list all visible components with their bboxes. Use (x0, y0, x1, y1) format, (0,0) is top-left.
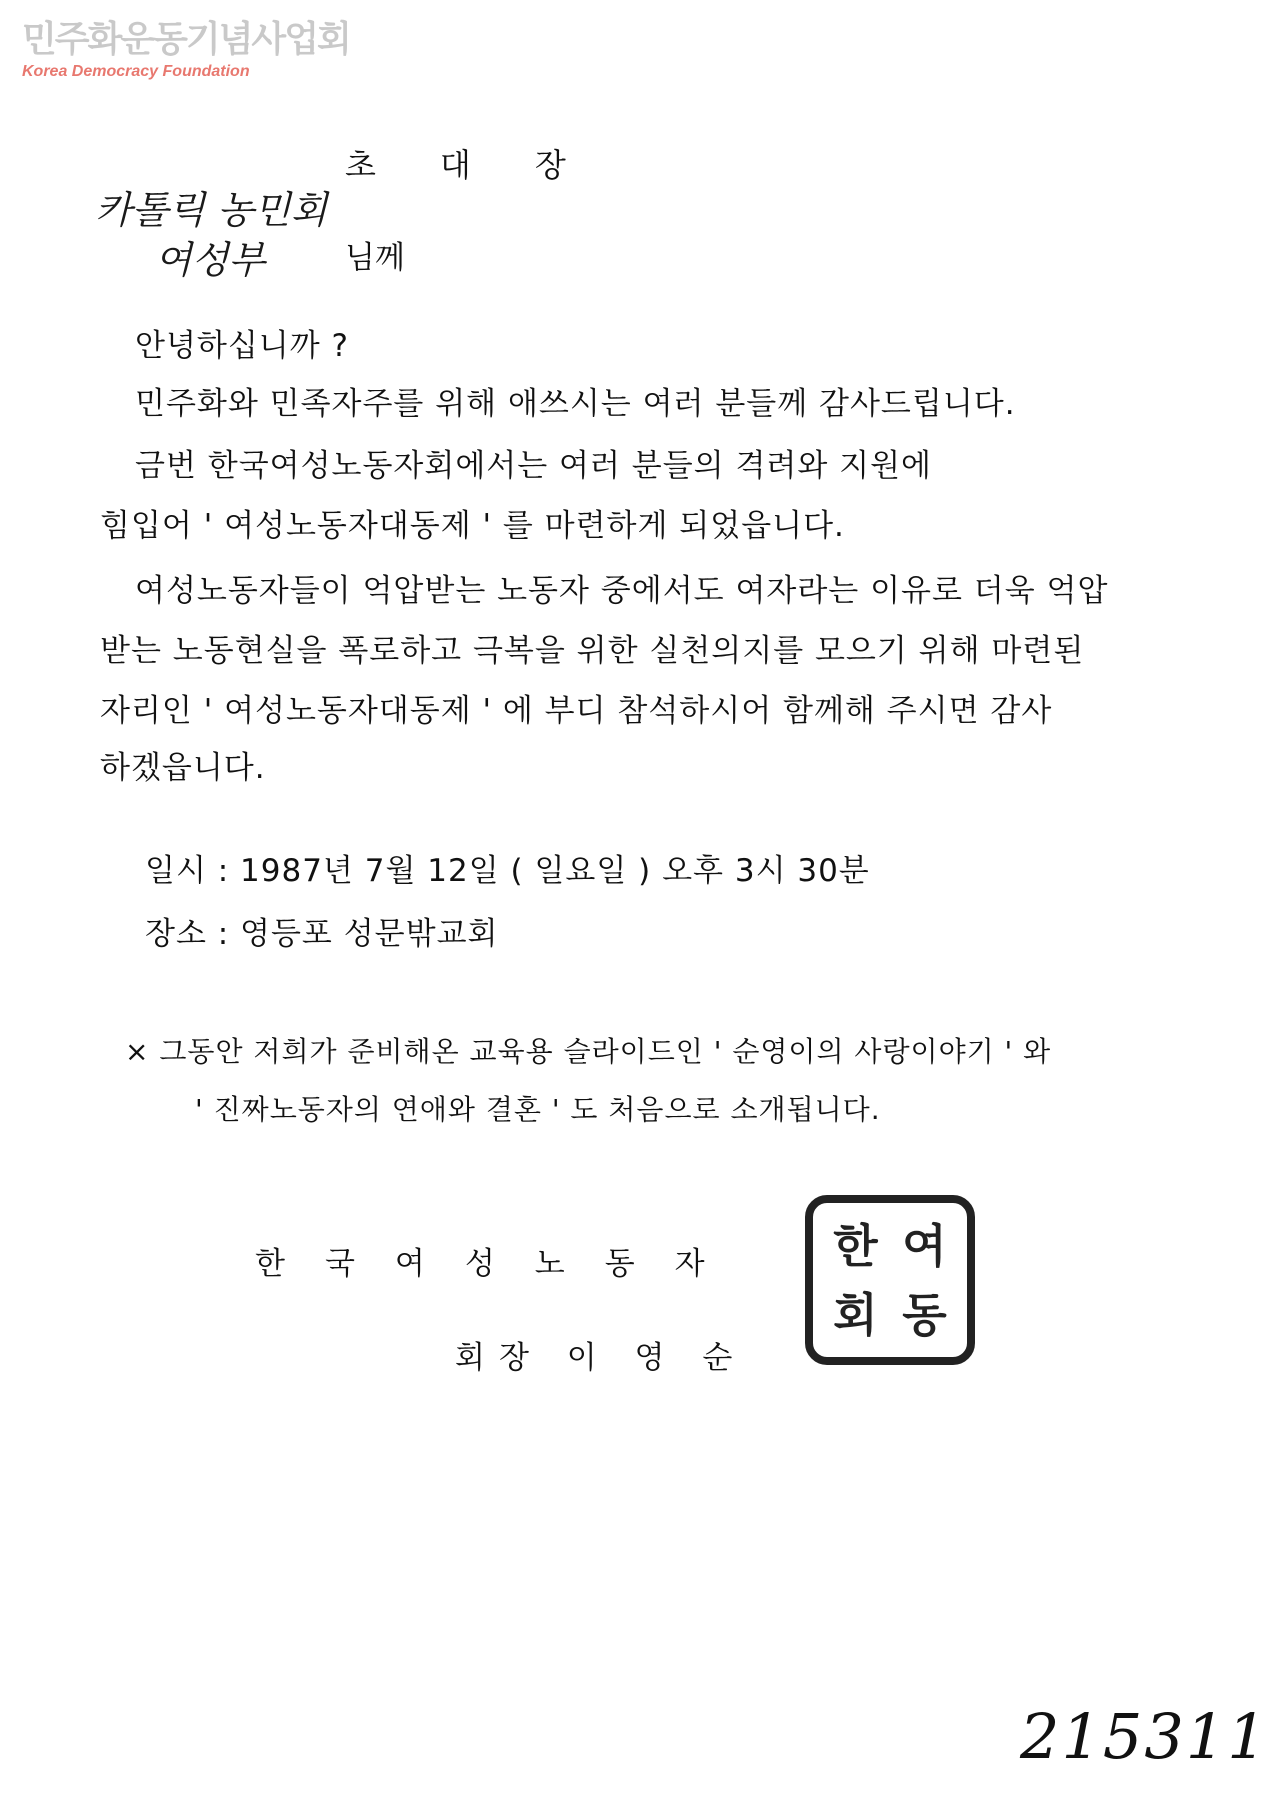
seal-char: 회 (833, 1287, 878, 1342)
body-line: 자리인 ' 여성노동자대동제 ' 에 부디 참석하시어 함께해 주시면 감사 (100, 693, 1053, 729)
seal-char: 여 (902, 1218, 947, 1273)
note-line-2: ' 진짜노동자의 연애와 결혼 ' 도 처음으로 소개됩니다. (195, 1093, 881, 1126)
event-datetime: 일시 : 1987년 7월 12일 ( 일요일 ) 오후 3시 30분 (145, 853, 870, 889)
body-line: 민주화와 민족자주를 위해 애쓰시는 여러 분들께 감사드립니다. (135, 386, 1016, 422)
recipient-line-2: 여성부 (155, 238, 266, 282)
seal-char: 동 (902, 1287, 947, 1342)
watermark-english: Korea Democracy Foundation (22, 63, 250, 80)
seal-stamp (805, 1195, 975, 1365)
recipient-line-1: 카톨릭 농민회 (95, 188, 328, 232)
event-place: 장소 : 영등포 성문밖교회 (145, 916, 499, 952)
signature-organization: 한국여성노동자 (255, 1246, 745, 1282)
document-title: 초대장 (345, 146, 630, 184)
body-line: 받는 노동현실을 폭로하고 극복을 위한 실천의지를 모으기 위해 마련된 (100, 633, 1085, 669)
watermark-korean: 민주화운동기념사업회 (22, 19, 350, 60)
note-line-1: × 그동안 저희가 준비해온 교육용 슬라이드인 ' 순영이의 사랑이야기 ' 와 (125, 1035, 1052, 1068)
recipient-honorific: 님께 (345, 240, 405, 276)
body-line: 힘입어 ' 여성노동자대동제 ' 를 마련하게 되었읍니다. (100, 508, 845, 544)
body-line: 여성노동자들이 억압받는 노동자 중에서도 여자라는 이유로 더욱 억압 (135, 573, 1109, 609)
seal-char: 한 (833, 1218, 878, 1273)
signature-president: 회장 이 영 순 (455, 1340, 747, 1376)
body-line: 금번 한국여성노동자회에서는 여러 분들의 격려와 지원에 (135, 448, 932, 484)
document-number: 215311 (1020, 1700, 1269, 1773)
greeting: 안녕하십니까 ? (135, 328, 349, 364)
body-line: 하겠읍니다. (100, 750, 266, 786)
